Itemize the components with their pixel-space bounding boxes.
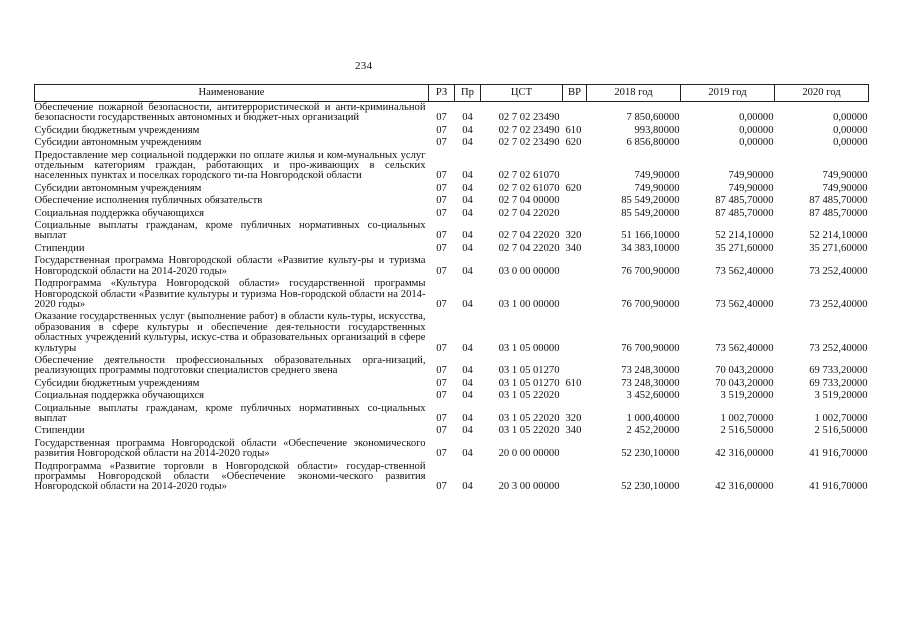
row-vr: 610 [565,124,582,136]
table-row [35,278,869,311]
row-cst: 02 7 04 22020 [498,242,560,254]
row-2020: 73 252,40000 [809,342,868,354]
row-2020: 749,90000 [822,170,868,182]
row-rz: 07 [436,124,447,136]
table-row [35,137,869,149]
row-name: Субсидии бюджетным учреждениям [34,377,200,389]
row-cst: 02 7 02 23490 [498,137,560,149]
row-cst: 03 1 05 22020 [498,390,560,402]
row-2018: 73 248,30000 [621,377,680,389]
table-row [35,311,869,355]
row-name: Оказание государственных услуг (выполнение работ) в области куль-туры, искусства, образования в сфере культуры и обеспечение дея-тельности государственных областных учреждений культуры, искус-ства и образовательных организаций в сфере культуры [34,311,426,354]
row-vr [563,102,587,125]
header-rz: РЗ [429,85,455,102]
row-pr: 04 [462,124,473,136]
table-row [35,102,869,125]
row-name: Социальная поддержка обучающихся [34,390,205,402]
row-2019: 52 214,10000 [715,230,774,242]
row-2019: 0,00000 [739,112,774,124]
row-vr: 320 [565,412,582,424]
row-2018: 85 549,20000 [621,207,680,219]
row-pr: 04 [462,448,473,460]
row-2018: 749,90000 [634,182,680,194]
page-number: 234 [355,60,373,72]
row-pr: 04 [462,365,473,377]
row-name: Социальная поддержка обучающихся [34,207,205,219]
row-2018: 7 850,60000 [626,112,680,124]
budget-table [34,84,869,494]
row-2020: 69 733,20000 [809,377,868,389]
row-2020: 73 252,40000 [809,265,868,277]
row-2018: 2 452,20000 [626,425,680,437]
row-2020: 3 519,20000 [814,390,868,402]
row-2019: 73 562,40000 [715,265,774,277]
row-rz: 07 [436,298,447,310]
row-pr: 04 [462,207,473,219]
row-rz: 07 [436,230,447,242]
table-row [35,208,869,220]
row-2020: 87 485,70000 [809,207,868,219]
row-2020: 73 252,40000 [809,298,868,310]
row-name: Обеспечение деятельности профессиональных образовательных орга-низаций, реализующих программы подготовки специалистов среднего звена [34,354,426,377]
row-cst: 02 7 04 00000 [498,195,560,207]
row-2018: 76 700,90000 [621,265,680,277]
row-pr: 04 [462,242,473,254]
row-vr [563,150,587,183]
row-cst: 03 1 05 01270 [498,365,560,377]
row-vr [563,390,587,402]
header-2019: 2019 год [681,85,775,102]
row-name: Предоставление мер социальной поддержки по оплате жилья и ком-мунальных услуг отдельным категориям граждан, работающих и про-живающих в сельских населенных пунктах и поселках городского ти-па Новгородской области [34,149,426,182]
row-2018: 749,90000 [634,170,680,182]
row-cst: 02 7 04 22020 [498,230,560,242]
table-body [35,102,869,494]
row-cst: 02 7 02 61070 [498,182,560,194]
row-2018: 76 700,90000 [621,298,680,310]
row-vr [563,208,587,220]
table-header-row [35,85,869,102]
row-rz: 07 [436,112,447,124]
row-2020: 52 214,10000 [809,230,868,242]
row-2020: 0,00000 [833,137,868,149]
row-2018: 993,80000 [634,124,680,136]
row-cst: 03 1 05 22020 [498,412,560,424]
row-pr: 04 [462,230,473,242]
row-cst: 03 1 05 00000 [498,342,560,354]
row-name: Подпрограмма «Развитие торговли в Новгородской области» государ-ственной программы Новгородской области «Обеспечение экономи-ческого развития Новгородской области на 2014-2020 годы» [34,460,426,493]
table-row [35,150,869,183]
row-name: Государственная программа Новгородской области «Обеспечение экономического развития Новгородской области на 2014-2020 годы» [34,437,426,460]
header-name: Наименование [35,85,429,102]
table-row [35,220,869,243]
row-2018: 34 383,10000 [621,242,680,254]
row-name: Подпрограмма «Культура Новгородской области» государственной программы Новгородской области «Развитие культуры и туризма Нов-городской области на 2014-2020 годы» [34,278,426,310]
table-row [35,425,869,437]
row-vr [563,311,587,355]
row-rz: 07 [436,412,447,424]
row-2018: 73 248,30000 [621,365,680,377]
row-cst: 03 0 00 00000 [498,265,560,277]
row-name: Социальные выплаты гражданам, кроме публичных нормативных со-циальных выплат [34,220,426,242]
row-2018: 6 856,80000 [626,137,680,149]
row-vr [563,255,587,278]
header-2018: 2018 год [587,85,681,102]
row-2020: 35 271,60000 [809,242,868,254]
row-rz: 07 [436,265,447,277]
row-pr: 04 [462,412,473,424]
row-vr [563,355,587,378]
row-name: Стипендии [34,242,85,254]
table-row [35,390,869,402]
row-name: Социальные выплаты гражданам, кроме публичных нормативных со-циальных выплат [34,402,426,424]
header-vr: ВР [563,85,587,102]
row-name: Субсидии автономным учреждениям [34,182,202,194]
table-row [35,125,869,137]
row-2019: 35 271,60000 [715,242,774,254]
table-row [35,195,869,207]
row-rz: 07 [436,425,447,437]
row-pr: 04 [462,137,473,149]
row-vr [563,438,587,461]
row-vr [563,195,587,207]
row-vr: 620 [565,182,582,194]
row-pr: 04 [462,342,473,354]
header-cst: ЦСТ [481,85,563,102]
row-2019: 0,00000 [739,137,774,149]
row-pr: 04 [462,170,473,182]
row-cst: 02 7 04 22020 [498,207,560,219]
row-2019: 87 485,70000 [715,195,774,207]
table-row [35,243,869,255]
row-2020: 1 002,70000 [814,412,868,424]
row-2018: 52 230,10000 [621,481,680,493]
row-vr: 340 [565,425,582,437]
row-2020: 69 733,20000 [809,365,868,377]
row-cst: 03 1 00 00000 [498,298,560,310]
row-vr: 620 [565,137,582,149]
header-pr: Пр [455,85,481,102]
header-2020: 2020 год [775,85,869,102]
row-name: Обеспечение пожарной безопасности, антитеррористической и анти-криминальной безопасности государственных автономных и бюджет-ных организаций [34,102,426,124]
row-2018: 3 452,60000 [626,390,680,402]
row-vr [563,278,587,311]
row-rz: 07 [436,342,447,354]
row-2020: 41 916,70000 [809,481,868,493]
row-pr: 04 [462,481,473,493]
row-2019: 70 043,20000 [715,377,774,389]
row-2019: 749,90000 [728,182,774,194]
row-2019: 70 043,20000 [715,365,774,377]
row-rz: 07 [436,390,447,402]
row-pr: 04 [462,298,473,310]
row-2019: 87 485,70000 [715,207,774,219]
row-cst: 03 1 05 22020 [498,425,560,437]
row-vr [563,461,587,494]
table-row [35,255,869,278]
row-2018: 85 549,20000 [621,195,680,207]
row-pr: 04 [462,265,473,277]
row-2020: 0,00000 [833,124,868,136]
row-2019: 3 519,20000 [720,390,774,402]
row-2019: 749,90000 [728,170,774,182]
table-row [35,355,869,378]
table-row [35,403,869,426]
row-cst: 02 7 02 61070 [498,170,560,182]
row-2020: 2 516,50000 [814,425,868,437]
row-2019: 42 316,00000 [715,481,774,493]
row-pr: 04 [462,112,473,124]
row-2020: 0,00000 [833,112,868,124]
row-pr: 04 [462,195,473,207]
table-row [35,378,869,390]
row-cst: 02 7 02 23490 [498,124,560,136]
row-cst: 20 0 00 00000 [498,448,560,460]
row-rz: 07 [436,137,447,149]
row-pr: 04 [462,377,473,389]
row-rz: 07 [436,242,447,254]
row-rz: 07 [436,182,447,194]
row-2018: 1 000,40000 [626,412,680,424]
table-row [35,438,869,461]
row-cst: 02 7 02 23490 [498,112,560,124]
row-2020: 749,90000 [822,182,868,194]
row-vr: 320 [565,230,582,242]
row-2019: 73 562,40000 [715,298,774,310]
row-rz: 07 [436,448,447,460]
row-vr: 610 [565,377,582,389]
row-rz: 07 [436,195,447,207]
row-2018: 52 230,10000 [621,448,680,460]
row-rz: 07 [436,377,447,389]
row-2019: 73 562,40000 [715,342,774,354]
row-2019: 2 516,50000 [720,425,774,437]
row-name: Субсидии бюджетным учреждениям [34,124,200,136]
row-2018: 51 166,10000 [621,230,680,242]
row-2019: 1 002,70000 [720,412,774,424]
table-row [35,461,869,494]
row-vr: 340 [565,242,582,254]
row-2020: 41 916,70000 [809,448,868,460]
row-rz: 07 [436,170,447,182]
row-name: Стипендии [34,425,85,437]
row-name: Субсидии автономным учреждениям [34,137,202,149]
row-rz: 07 [436,207,447,219]
row-2019: 0,00000 [739,124,774,136]
row-2018: 76 700,90000 [621,342,680,354]
row-2019: 42 316,00000 [715,448,774,460]
row-rz: 07 [436,481,447,493]
row-rz: 07 [436,365,447,377]
row-pr: 04 [462,390,473,402]
row-cst: 03 1 05 01270 [498,377,560,389]
row-2020: 87 485,70000 [809,195,868,207]
row-pr: 04 [462,425,473,437]
row-name: Обеспечение исполнения публичных обязательств [34,195,263,207]
row-pr: 04 [462,182,473,194]
table-row [35,183,869,195]
row-name: Государственная программа Новгородской области «Развитие культу-ры и туризма Новгородской области на 2014-2020 годы» [34,255,426,277]
row-cst: 20 3 00 00000 [498,481,560,493]
